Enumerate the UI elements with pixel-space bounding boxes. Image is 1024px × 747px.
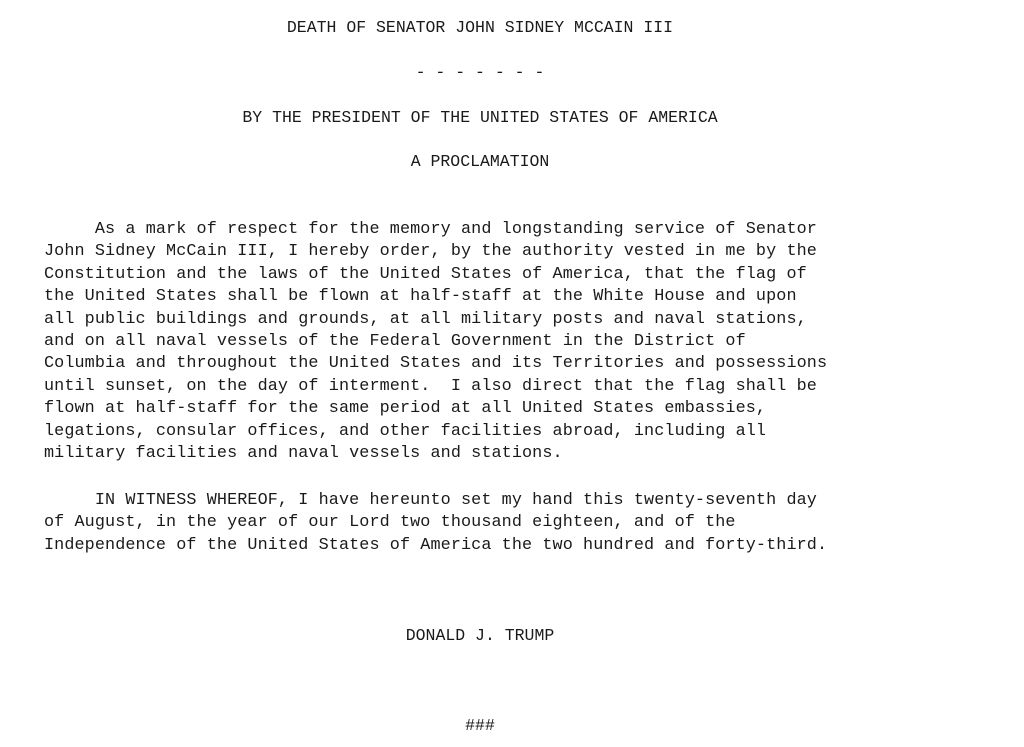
- paragraph-line: flown at half-staff for the same period at all United States embassies,: [44, 399, 767, 419]
- paragraph-line: As a mark of respect for the memory and longstanding service of Senator: [44, 220, 817, 239]
- paragraph-line: Independence of the United States of America the two hundred and forty-third.: [44, 535, 828, 555]
- paragraph-line: Constitution and the laws of the United States of America, that the flag of: [44, 264, 807, 284]
- document-title: DEATH OF SENATOR JOHN SIDNEY MCCAIN III: [286, 18, 674, 37]
- paragraph-line: and on all naval vessels of the Federal Government in the District of: [44, 332, 746, 352]
- proclamation-heading: A PROCLAMATION: [410, 152, 550, 171]
- paragraph-line: legations, consular offices, and other facilities abroad, including all: [44, 421, 767, 441]
- paragraph-line: Columbia and throughout the United States and its Territories and possessions: [44, 354, 828, 374]
- signature: DONALD J. TRUMP: [405, 626, 555, 645]
- paragraph-line: IN WITNESS WHEREOF, I have hereunto set my hand this twenty-seventh day: [44, 491, 817, 510]
- body-paragraph-2: [44, 490, 944, 557]
- paragraph-line: until sunset, on the day of interment. I also direct that the flag shall be: [44, 376, 817, 396]
- body-paragraph-1: [44, 219, 944, 465]
- paragraph-line: military facilities and naval vessels and stations.: [44, 444, 563, 464]
- paragraph-line: of August, in the year of our Lord two thousand eighteen, and of the: [44, 513, 736, 533]
- issuer-heading: BY THE PRESIDENT OF THE UNITED STATES OF AMERICA: [242, 108, 718, 127]
- paragraph-line: all public buildings and grounds, at all military posts and naval stations,: [44, 309, 807, 329]
- end-mark: ###: [465, 716, 495, 735]
- paragraph-line: John Sidney McCain III, I hereby order, by the authority vested in me by the: [44, 242, 817, 262]
- paragraph-line: the United States shall be flown at half-staff at the White House and upon: [44, 287, 797, 307]
- title-separator: - - - - - - -: [415, 63, 545, 82]
